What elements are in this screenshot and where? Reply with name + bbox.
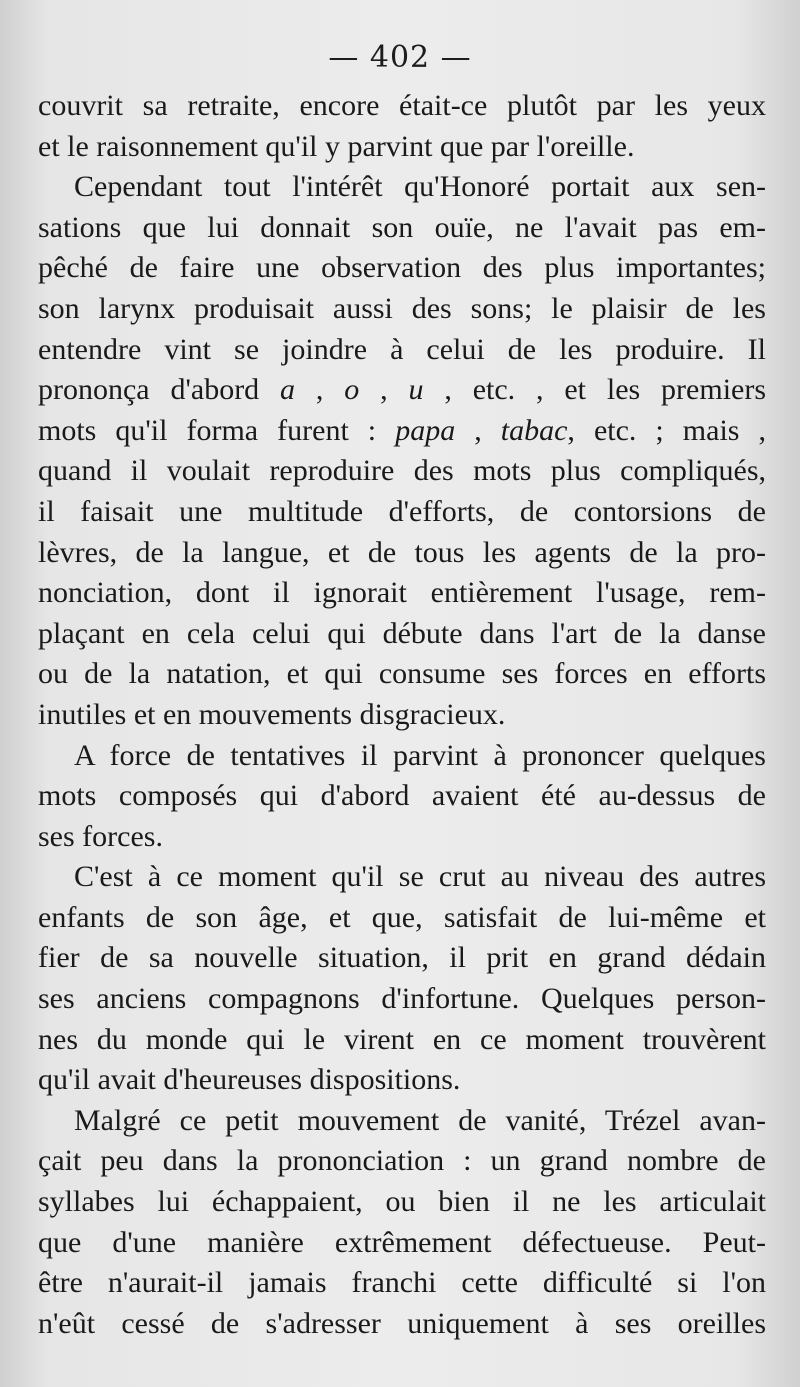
italic-word: u <box>408 373 424 407</box>
text-line: il faisait une multitude d'efforts, de contorsions de <box>38 494 766 528</box>
text-line: ou de la natation, et qui consume ses forces en efforts <box>38 657 766 691</box>
text-line: A force de tentatives il parvint à prononcer quelques <box>74 738 766 772</box>
text-line: que d'une manière extrêmement défectueuse. Peut- <box>38 1225 766 1259</box>
text-line: Malgré ce petit mouvement de vanité, Trézel avan- <box>74 1103 766 1137</box>
text-line: nes du monde qui le virent en ce moment trouvèrent <box>38 1022 766 1056</box>
text-fragment: , <box>455 413 501 447</box>
text-line: ses anciens compagnons d'infortune. Quelques person- <box>38 982 766 1016</box>
text-line: mots composés qui d'abord avaient été au-dessus de <box>38 779 766 813</box>
text-fragment: , <box>359 373 409 407</box>
text-line: lèvres, de la langue, et de tous les agents de la pro- <box>38 535 766 569</box>
text-fragment: , etc. , et les premiers <box>423 373 767 407</box>
text-fragment: mots qu'il forma furent : <box>38 413 396 447</box>
text-line: C'est à ce moment qu'il se crut au niveau des autres <box>74 860 766 894</box>
text-line: n'eût cessé de s'adresser uniquement à ses oreilles <box>38 1306 766 1340</box>
text-fragment: , <box>295 373 345 407</box>
text-line: fier de sa nouvelle situation, il prit en grand dédain <box>38 941 766 975</box>
text-fragment: prononça d'abord <box>38 373 281 407</box>
text-line: pêché de faire une observation des plus importantes; <box>38 251 766 285</box>
text-line: Cependant tout l'intérêt qu'Honoré portait aux sen- <box>74 170 766 204</box>
text-line <box>38 411 766 452</box>
page-number: — 402 — <box>328 40 472 75</box>
text-line: qu'il avait d'heureuses dispositions. <box>38 1063 461 1097</box>
text-line: couvrit sa retraite, encore était-ce plutôt par les yeux <box>38 89 766 122</box>
italic-word: a <box>280 373 296 407</box>
italic-word: tabac <box>500 413 568 447</box>
text-line: enfants de son âge, et que, satisfait de lui-même et <box>38 900 766 934</box>
body-text <box>38 86 766 1344</box>
text-line: ses forces. <box>38 819 163 853</box>
text-line: nonciation, dont il ignorait entièrement l'usage, rem- <box>38 576 766 610</box>
text-line: entendre vint se joindre à celui de les produire. Il <box>38 332 766 366</box>
text-line: inutiles et en mouvements disgracieux. <box>38 697 506 731</box>
text-line: sations que lui donnait son ouïe, ne l'avait pas em- <box>38 210 766 244</box>
text-fragment: , etc. ; mais , <box>567 413 766 447</box>
text-line <box>38 370 766 411</box>
text-line: çait peu dans la prononciation : un grand nombre de <box>38 1144 766 1178</box>
text-line: son larynx produisait aussi des sons; le plaisir de les <box>38 291 766 325</box>
italic-word: o <box>344 373 360 407</box>
text-line: quand il voulait reproduire des mots plus compliqués, <box>38 454 766 488</box>
text-line: et le raisonnement qu'il y parvint que par l'oreille. <box>38 129 635 163</box>
italic-word: papa <box>395 413 456 447</box>
text-line: syllabes lui échappaient, ou bien il ne les articulait <box>38 1185 766 1219</box>
text-line: plaçant en cela celui qui débute dans l'art de la danse <box>38 616 766 650</box>
text-line: être n'aurait-il jamais franchi cette difficulté si l'on <box>38 1266 766 1300</box>
